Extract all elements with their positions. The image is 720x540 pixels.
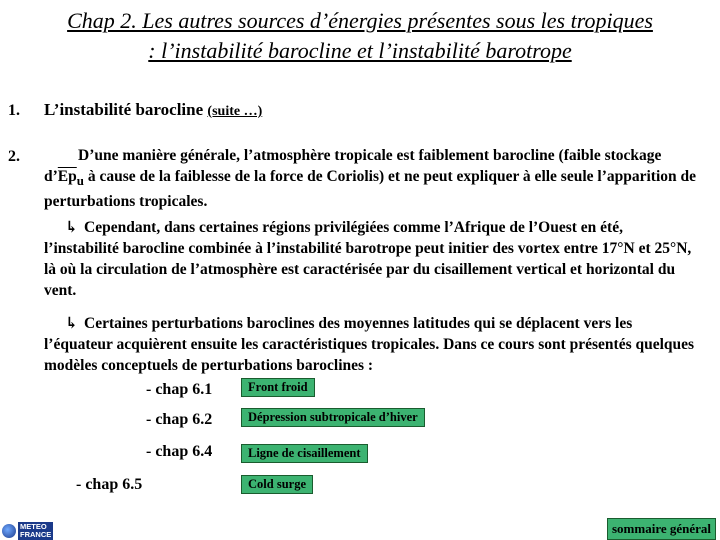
paragraph-midlatitude	[44, 313, 700, 376]
logo-text: METEO FRANCE	[20, 521, 52, 539]
title-line-1: Chap 2. Les autres sources d’énergies présentes sous les tropiques	[67, 8, 653, 33]
section-1-heading	[44, 100, 262, 120]
chap-6-4-ref: - chap 6.4	[146, 443, 213, 460]
section-2-number: 2.	[8, 148, 20, 165]
paragraph-west-africa	[44, 217, 700, 301]
chap-6-2-ref: - chap 6.2	[146, 411, 213, 428]
sommaire-general-button[interactable]: sommaire général	[607, 518, 716, 540]
paragraph-intro-part2: à cause de la faiblesse de la force de Coriolis) et ne peut expliquer à elle seule l’apparition de perturbations tropicales.	[44, 168, 697, 211]
meteo-france-logo	[2, 522, 53, 539]
globe-icon	[2, 524, 16, 538]
cold-surge-link[interactable]: Cold surge	[241, 475, 313, 494]
paragraph-west-africa-text: Cependant, dans certaines régions privilégiées comme l’Afrique de l’Ouest en été, l’instabilité barocline combinée à l’instabilité barotrope peut initier des vortex entre 17°N et 25°N, là où la circulation de l’atmosphère est caractérisée par du cisaillement vertical et horizontal du vent.	[44, 219, 692, 299]
ligne-cisaillement-link[interactable]: Ligne de cisaillement	[241, 444, 368, 463]
arrow-icon: ↳	[65, 219, 78, 236]
chap-6-5-ref: - chap 6.5	[76, 476, 143, 493]
page-title	[20, 6, 700, 66]
chap-6-1-ref: - chap 6.1	[146, 381, 213, 398]
section-1-heading-suffix: (suite …)	[207, 104, 263, 119]
arrow-icon: ↳	[65, 315, 78, 332]
ep-symbol: $\overline{Ep}$	[57, 168, 77, 185]
title-line-2: : l’instabilité barocline et l’instabilité barotrope	[148, 38, 572, 63]
front-froid-link[interactable]: Front froid	[241, 378, 315, 397]
paragraph-intro	[44, 145, 700, 212]
section-1-number: 1.	[8, 102, 20, 119]
paragraph-intro-part1: D’une manière générale, l’atmosphère tropicale est faiblement barocline (faible stockage d’	[44, 147, 662, 185]
section-1-heading-text: L’instabilité barocline	[44, 100, 204, 119]
depression-subtropicale-link[interactable]: Dépression subtropicale d’hiver	[241, 408, 425, 427]
ep-subscript: u	[76, 173, 84, 189]
paragraph-midlatitude-text: Certaines perturbations baroclines des moyennes latitudes qui se déplacent vers les l’équateur acquièrent ensuite les caractéristiques tropicales. Dans ce cours sont présentés quelques modèles conceptuels de perturbations baroclines :	[44, 315, 695, 374]
